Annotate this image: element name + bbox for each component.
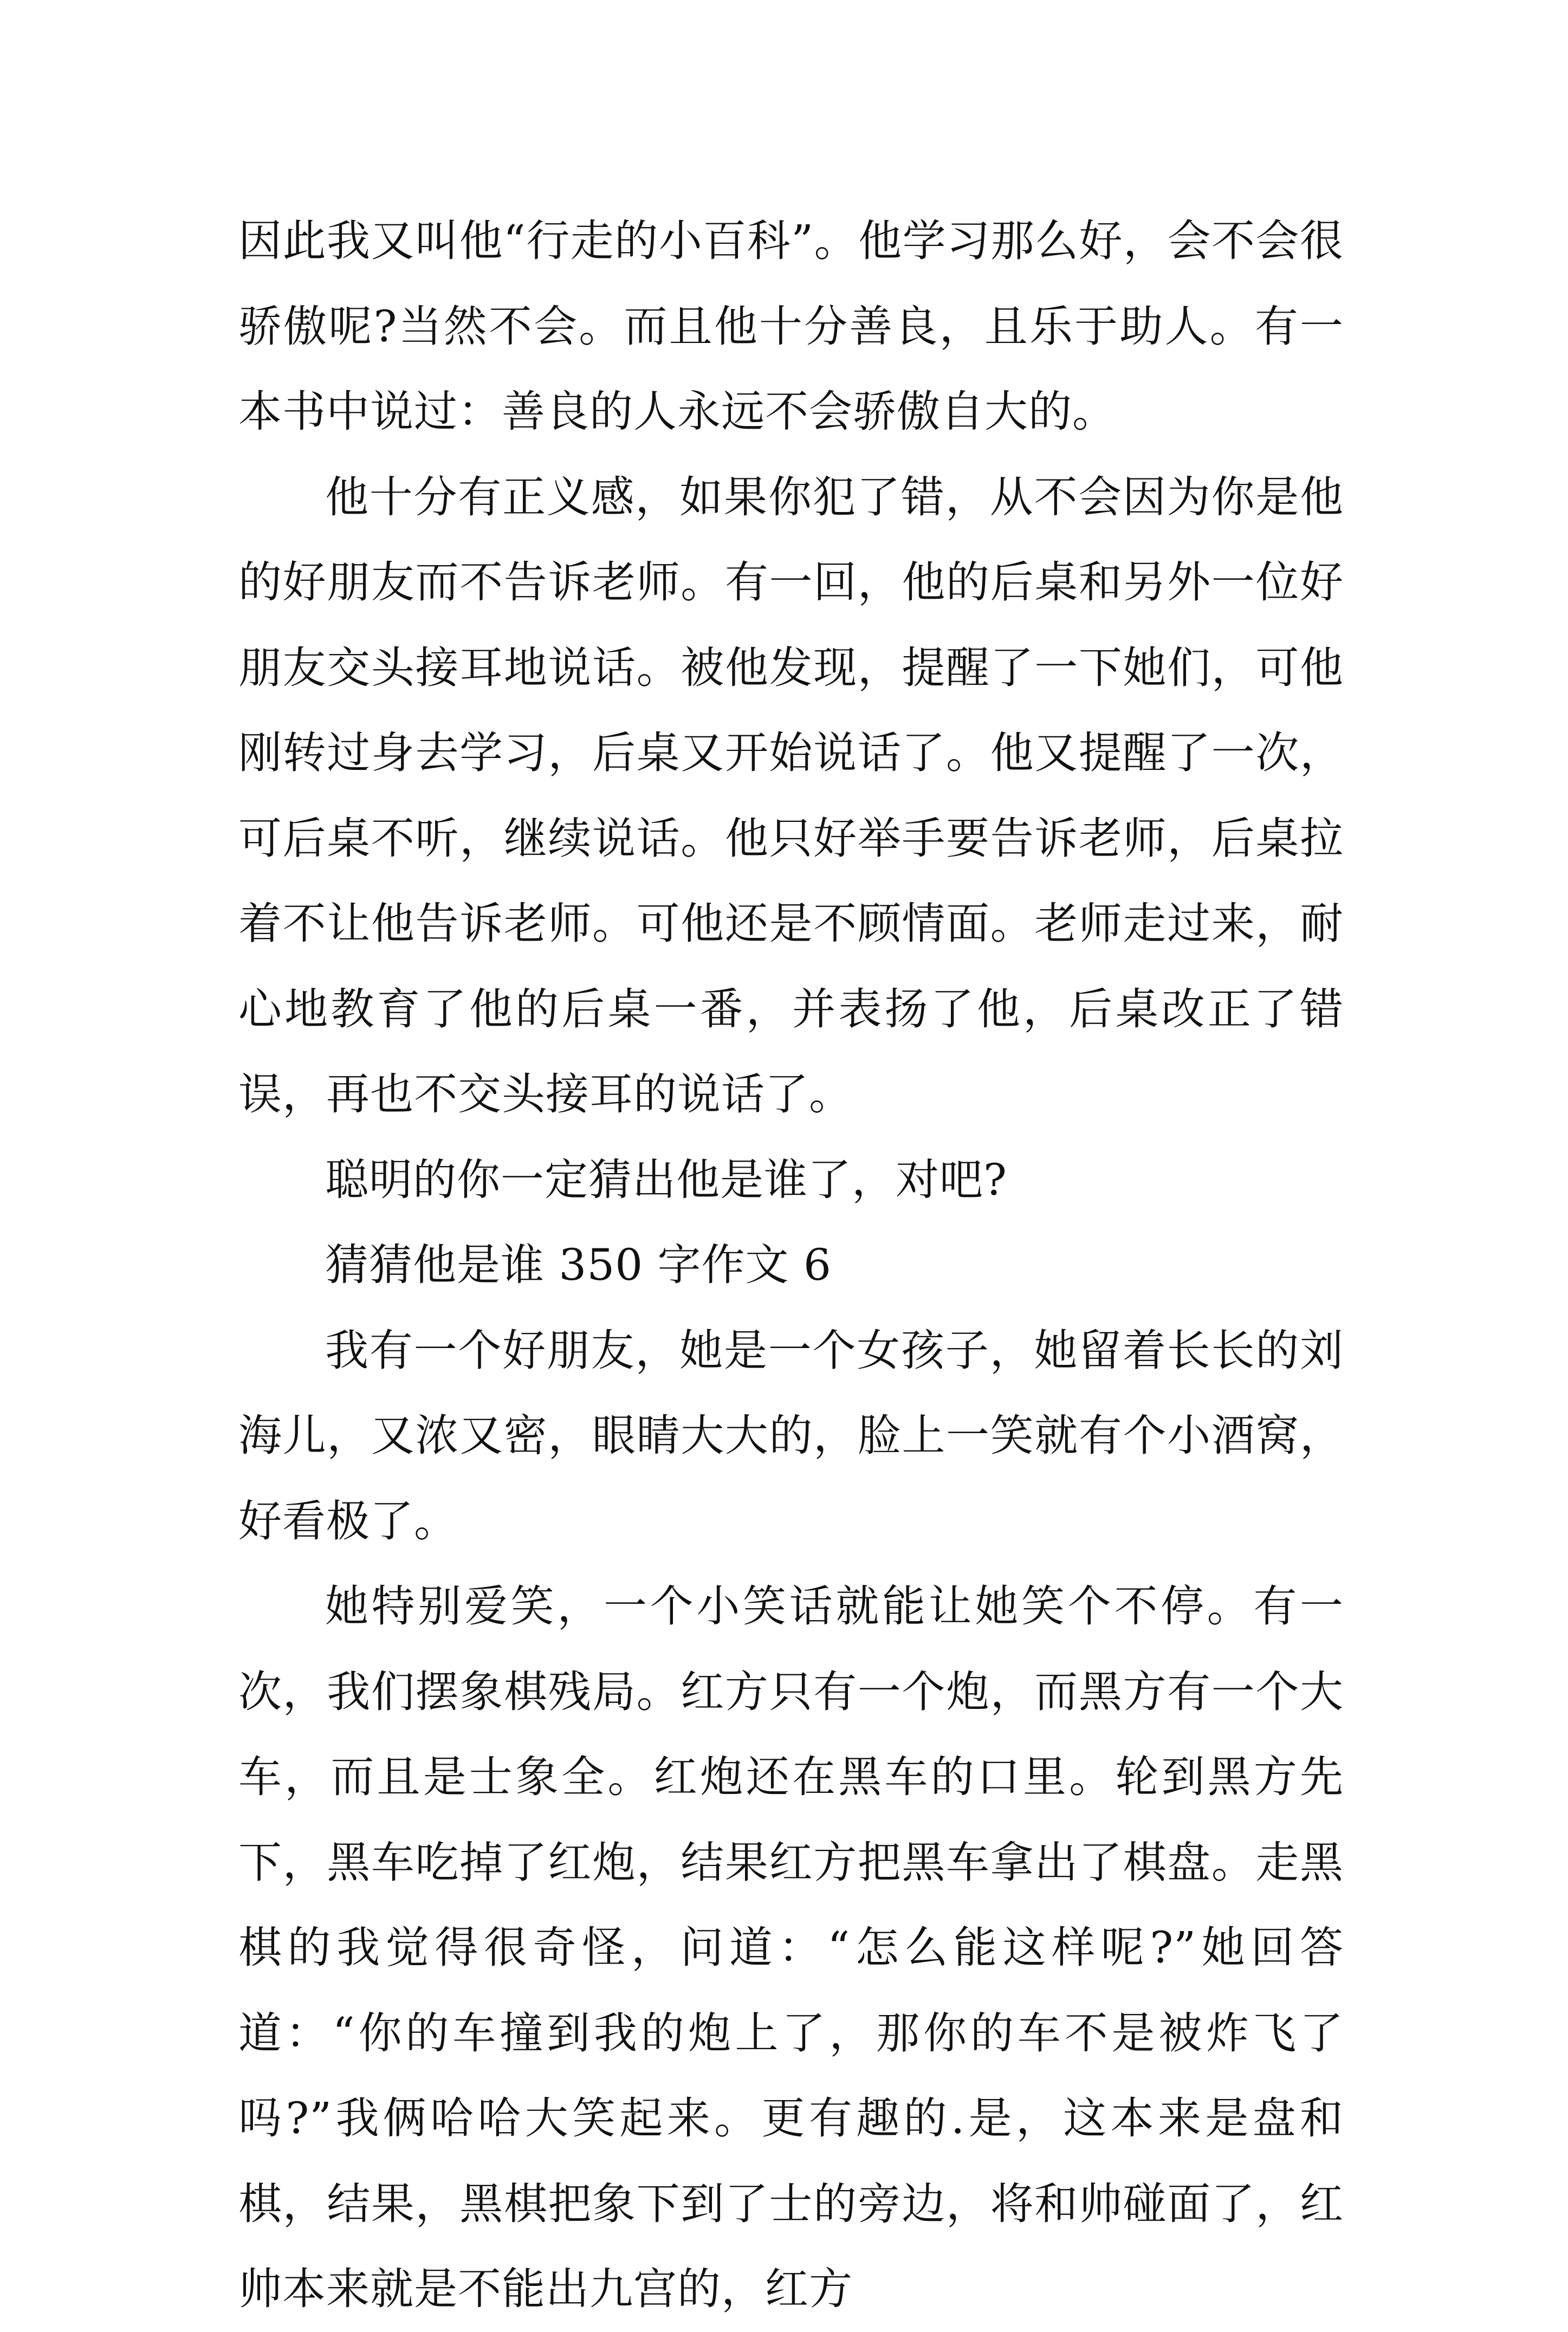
paragraph-4: 我有一个好朋友，她是一个女孩子，她留着长长的刘海儿，又浓又密，眼睛大大的，脸上一笑就有个小酒窝，好看极了。 (238, 1325, 1344, 1546)
paragraph-2: 他十分有正义感，如果你犯了错，从不会因为你是他的好朋友而不告诉老师。有一回，他的后桌和另外一位好朋友交头接耳地说话。被他发现，提醒了一下她们，可他刚转过身去学习，后桌又开始说话了。他又提醒了一次，可后桌不听，继续说话。他只好举手要告诉老师，后桌拉着不让他告诉老师。可他还是不顾情面。老师走过来，耐心地教育了他的后桌一番，并表扬了他，后桌改正了错误，再也不交头接耳的说话了。 (238, 471, 1344, 1119)
paragraph-3: 聪明的你一定猜出他是谁了，对吧? (325, 1154, 1007, 1205)
paragraph-1: 因此我又叫他“行走的小百科”。他学习那么好，会不会很骄傲呢?当然不会。而且他十分善良，且乐于助人。有一本书中说过：善良的人永远不会骄傲自大的。 (238, 216, 1344, 437)
section-heading: 猜猜他是谁 350 字作文 6 (325, 1240, 832, 1290)
document-body (238, 198, 1344, 2332)
paragraph-5: 她特别爱笑，一个小笑话就能让她笑个不停。有一次，我们摆象棋残局。红方只有一个炮，而黑方有一个大车，而且是士象全。红炮还在黑车的口里。轮到黑方先下，黑车吃掉了红炮，结果红方把黑车拿出了棋盘。走黑棋的我觉得很奇怪，问道：“怎么能这样呢?”她回答道：“你的车撞到我的炮上了，那你的车不是被炸飞了吗?”我俩哈哈大笑起来。更有趣的.是，这本来是盘和棋，结果，黑棋把象下到了士的旁边，将和帅碰面了，红帅本来就是不能出九宫的，红方 (238, 1581, 1344, 2314)
